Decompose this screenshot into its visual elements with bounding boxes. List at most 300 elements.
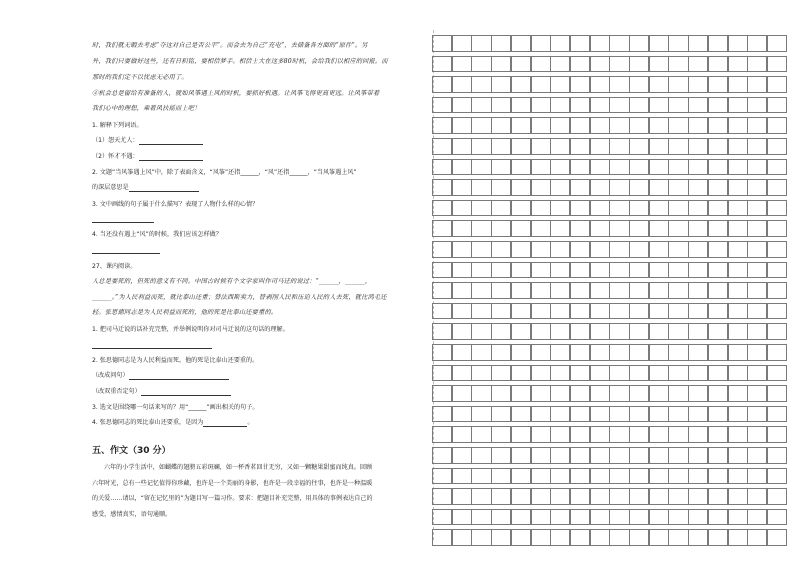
grid-cell[interactable] <box>767 138 787 155</box>
grid-cell[interactable] <box>452 529 472 546</box>
grid-cell[interactable] <box>728 220 748 237</box>
grid-cell[interactable] <box>432 406 452 423</box>
grid-cell[interactable] <box>649 76 669 93</box>
grid-cell[interactable] <box>747 509 767 526</box>
grid-cell[interactable] <box>688 200 708 217</box>
grid-cell[interactable] <box>471 385 491 402</box>
grid-cell[interactable] <box>570 406 590 423</box>
grid-cell[interactable] <box>767 323 787 340</box>
grid-cell[interactable] <box>550 56 570 73</box>
grid-cell[interactable] <box>531 262 551 279</box>
grid-cell[interactable] <box>747 138 767 155</box>
grid-cell[interactable] <box>708 76 728 93</box>
grid-cell[interactable] <box>590 159 610 176</box>
grid-cell[interactable] <box>609 488 629 505</box>
grid-cell[interactable] <box>590 509 610 526</box>
grid-cell[interactable] <box>747 97 767 114</box>
grid-cell[interactable] <box>590 529 610 546</box>
grid-cell[interactable] <box>708 344 728 361</box>
grid-cell[interactable] <box>590 344 610 361</box>
grid-cell[interactable] <box>688 117 708 134</box>
grid-cell[interactable] <box>432 509 452 526</box>
grid-cell[interactable] <box>511 241 531 258</box>
grid-cell[interactable] <box>708 406 728 423</box>
grid-cell[interactable] <box>432 35 452 52</box>
grid-cell[interactable] <box>668 323 688 340</box>
grid-cell[interactable] <box>728 529 748 546</box>
grid-cell[interactable] <box>471 179 491 196</box>
grid-cell[interactable] <box>511 117 531 134</box>
grid-cell[interactable] <box>471 241 491 258</box>
grid-cell[interactable] <box>452 159 472 176</box>
grid-cell[interactable] <box>491 97 511 114</box>
grid-cell[interactable] <box>767 447 787 464</box>
grid-cell[interactable] <box>629 220 649 237</box>
grid-cell[interactable] <box>432 241 452 258</box>
grid-cell[interactable] <box>452 179 472 196</box>
grid-cell[interactable] <box>609 179 629 196</box>
grid-cell[interactable] <box>688 447 708 464</box>
grid-cell[interactable] <box>531 303 551 320</box>
grid-cell[interactable] <box>471 468 491 485</box>
grid-cell[interactable] <box>649 509 669 526</box>
grid-cell[interactable] <box>432 385 452 402</box>
grid-cell[interactable] <box>609 406 629 423</box>
grid-cell[interactable] <box>708 365 728 382</box>
grid-cell[interactable] <box>452 138 472 155</box>
grid-cell[interactable] <box>452 426 472 443</box>
grid-cell[interactable] <box>471 97 491 114</box>
grid-cell[interactable] <box>531 76 551 93</box>
grid-cell[interactable] <box>708 468 728 485</box>
grid-cell[interactable] <box>649 385 669 402</box>
grid-cell[interactable] <box>728 138 748 155</box>
grid-cell[interactable] <box>570 56 590 73</box>
grid-cell[interactable] <box>550 159 570 176</box>
grid-cell[interactable] <box>767 468 787 485</box>
grid-cell[interactable] <box>531 35 551 52</box>
grid-cell[interactable] <box>570 282 590 299</box>
grid-cell[interactable] <box>728 509 748 526</box>
grid-cell[interactable] <box>747 529 767 546</box>
grid-cell[interactable] <box>728 179 748 196</box>
grid-cell[interactable] <box>491 344 511 361</box>
grid-cell[interactable] <box>767 56 787 73</box>
grid-cell[interactable] <box>629 179 649 196</box>
grid-cell[interactable] <box>511 35 531 52</box>
grid-cell[interactable] <box>491 385 511 402</box>
grid-cell[interactable] <box>609 529 629 546</box>
answer-blank[interactable] <box>139 137 203 145</box>
grid-cell[interactable] <box>708 179 728 196</box>
grid-cell[interactable] <box>511 303 531 320</box>
grid-cell[interactable] <box>668 406 688 423</box>
grid-cell[interactable] <box>747 282 767 299</box>
grid-cell[interactable] <box>668 282 688 299</box>
grid-cell[interactable] <box>491 35 511 52</box>
grid-cell[interactable] <box>747 365 767 382</box>
grid-cell[interactable] <box>609 426 629 443</box>
grid-cell[interactable] <box>629 241 649 258</box>
grid-cell[interactable] <box>609 200 629 217</box>
grid-cell[interactable] <box>491 179 511 196</box>
grid-cell[interactable] <box>511 365 531 382</box>
grid-cell[interactable] <box>747 488 767 505</box>
grid-cell[interactable] <box>471 303 491 320</box>
grid-cell[interactable] <box>708 35 728 52</box>
grid-cell[interactable] <box>668 488 688 505</box>
grid-cell[interactable] <box>728 365 748 382</box>
grid-cell[interactable] <box>688 56 708 73</box>
grid-cell[interactable] <box>708 241 728 258</box>
grid-cell[interactable] <box>609 241 629 258</box>
grid-cell[interactable] <box>590 138 610 155</box>
grid-cell[interactable] <box>491 241 511 258</box>
grid-cell[interactable] <box>668 385 688 402</box>
grid-cell[interactable] <box>432 200 452 217</box>
grid-cell[interactable] <box>609 117 629 134</box>
grid-cell[interactable] <box>491 447 511 464</box>
grid-cell[interactable] <box>629 468 649 485</box>
grid-cell[interactable] <box>452 488 472 505</box>
grid-cell[interactable] <box>668 76 688 93</box>
grid-cell[interactable] <box>550 303 570 320</box>
grid-cell[interactable] <box>668 426 688 443</box>
grid-cell[interactable] <box>590 56 610 73</box>
grid-cell[interactable] <box>668 468 688 485</box>
grid-cell[interactable] <box>609 323 629 340</box>
grid-cell[interactable] <box>629 447 649 464</box>
grid-cell[interactable] <box>570 323 590 340</box>
grid-cell[interactable] <box>570 529 590 546</box>
grid-cell[interactable] <box>432 447 452 464</box>
grid-cell[interactable] <box>491 468 511 485</box>
grid-cell[interactable] <box>432 179 452 196</box>
grid-cell[interactable] <box>708 447 728 464</box>
grid-cell[interactable] <box>668 303 688 320</box>
grid-cell[interactable] <box>688 241 708 258</box>
grid-cell[interactable] <box>531 220 551 237</box>
grid-cell[interactable] <box>432 138 452 155</box>
grid-cell[interactable] <box>590 303 610 320</box>
grid-cell[interactable] <box>688 262 708 279</box>
grid-cell[interactable] <box>550 262 570 279</box>
grid-cell[interactable] <box>609 76 629 93</box>
grid-cell[interactable] <box>570 179 590 196</box>
grid-cell[interactable] <box>531 97 551 114</box>
grid-cell[interactable] <box>708 262 728 279</box>
grid-cell[interactable] <box>511 344 531 361</box>
grid-cell[interactable] <box>570 303 590 320</box>
grid-cell[interactable] <box>432 282 452 299</box>
grid-cell[interactable] <box>688 97 708 114</box>
grid-cell[interactable] <box>668 447 688 464</box>
grid-cell[interactable] <box>511 509 531 526</box>
grid-cell[interactable] <box>629 365 649 382</box>
grid-cell[interactable] <box>728 159 748 176</box>
grid-cell[interactable] <box>471 426 491 443</box>
grid-cell[interactable] <box>688 468 708 485</box>
grid-cell[interactable] <box>747 76 767 93</box>
grid-cell[interactable] <box>471 447 491 464</box>
grid-cell[interactable] <box>629 76 649 93</box>
grid-cell[interactable] <box>629 35 649 52</box>
grid-cell[interactable] <box>432 97 452 114</box>
grid-cell[interactable] <box>590 282 610 299</box>
grid-cell[interactable] <box>550 323 570 340</box>
grid-cell[interactable] <box>491 529 511 546</box>
grid-cell[interactable] <box>590 323 610 340</box>
grid-cell[interactable] <box>649 406 669 423</box>
grid-cell[interactable] <box>550 97 570 114</box>
grid-cell[interactable] <box>531 529 551 546</box>
grid-cell[interactable] <box>452 76 472 93</box>
grid-cell[interactable] <box>629 406 649 423</box>
grid-cell[interactable] <box>609 138 629 155</box>
answer-line[interactable] <box>92 214 154 223</box>
grid-cell[interactable] <box>629 488 649 505</box>
grid-cell[interactable] <box>609 220 629 237</box>
grid-cell[interactable] <box>688 220 708 237</box>
grid-cell[interactable] <box>452 220 472 237</box>
grid-cell[interactable] <box>550 220 570 237</box>
grid-cell[interactable] <box>728 385 748 402</box>
grid-cell[interactable] <box>609 509 629 526</box>
grid-cell[interactable] <box>747 262 767 279</box>
grid-cell[interactable] <box>511 138 531 155</box>
grid-cell[interactable] <box>668 220 688 237</box>
grid-cell[interactable] <box>728 282 748 299</box>
grid-cell[interactable] <box>668 241 688 258</box>
grid-cell[interactable] <box>511 406 531 423</box>
grid-cell[interactable] <box>550 468 570 485</box>
grid-cell[interactable] <box>570 117 590 134</box>
grid-cell[interactable] <box>491 138 511 155</box>
answer-blank[interactable] <box>129 372 229 380</box>
grid-cell[interactable] <box>668 509 688 526</box>
grid-cell[interactable] <box>570 365 590 382</box>
grid-cell[interactable] <box>649 282 669 299</box>
grid-cell[interactable] <box>511 529 531 546</box>
grid-cell[interactable] <box>471 159 491 176</box>
grid-cell[interactable] <box>452 35 472 52</box>
grid-cell[interactable] <box>688 529 708 546</box>
grid-cell[interactable] <box>668 117 688 134</box>
grid-cell[interactable] <box>747 385 767 402</box>
grid-cell[interactable] <box>570 159 590 176</box>
grid-cell[interactable] <box>590 406 610 423</box>
grid-cell[interactable] <box>550 35 570 52</box>
grid-cell[interactable] <box>590 488 610 505</box>
grid-cell[interactable] <box>688 303 708 320</box>
grid-cell[interactable] <box>590 447 610 464</box>
grid-cell[interactable] <box>649 529 669 546</box>
grid-cell[interactable] <box>452 56 472 73</box>
grid-cell[interactable] <box>609 385 629 402</box>
grid-cell[interactable] <box>590 241 610 258</box>
grid-cell[interactable] <box>432 76 452 93</box>
grid-cell[interactable] <box>609 262 629 279</box>
grid-cell[interactable] <box>767 509 787 526</box>
grid-cell[interactable] <box>570 97 590 114</box>
grid-cell[interactable] <box>747 200 767 217</box>
grid-cell[interactable] <box>668 35 688 52</box>
grid-cell[interactable] <box>708 56 728 73</box>
grid-cell[interactable] <box>728 468 748 485</box>
grid-cell[interactable] <box>668 159 688 176</box>
grid-cell[interactable] <box>629 303 649 320</box>
grid-cell[interactable] <box>590 220 610 237</box>
grid-cell[interactable] <box>570 220 590 237</box>
answer-blank[interactable] <box>129 184 199 192</box>
grid-cell[interactable] <box>471 344 491 361</box>
grid-cell[interactable] <box>471 220 491 237</box>
grid-cell[interactable] <box>531 241 551 258</box>
grid-cell[interactable] <box>550 529 570 546</box>
grid-cell[interactable] <box>511 56 531 73</box>
grid-cell[interactable] <box>668 97 688 114</box>
grid-cell[interactable] <box>452 447 472 464</box>
grid-cell[interactable] <box>747 323 767 340</box>
grid-cell[interactable] <box>452 509 472 526</box>
grid-cell[interactable] <box>531 282 551 299</box>
grid-cell[interactable] <box>550 200 570 217</box>
grid-cell[interactable] <box>570 509 590 526</box>
grid-cell[interactable] <box>570 35 590 52</box>
grid-cell[interactable] <box>550 138 570 155</box>
grid-cell[interactable] <box>649 488 669 505</box>
grid-cell[interactable] <box>668 138 688 155</box>
grid-cell[interactable] <box>649 179 669 196</box>
grid-cell[interactable] <box>511 220 531 237</box>
grid-cell[interactable] <box>452 323 472 340</box>
grid-cell[interactable] <box>590 97 610 114</box>
answer-line[interactable] <box>92 340 212 349</box>
grid-cell[interactable] <box>491 488 511 505</box>
grid-cell[interactable] <box>452 241 472 258</box>
grid-cell[interactable] <box>767 406 787 423</box>
grid-cell[interactable] <box>649 262 669 279</box>
grid-cell[interactable] <box>649 323 669 340</box>
grid-cell[interactable] <box>432 303 452 320</box>
grid-cell[interactable] <box>668 344 688 361</box>
grid-cell[interactable] <box>728 241 748 258</box>
grid-cell[interactable] <box>570 241 590 258</box>
grid-cell[interactable] <box>471 406 491 423</box>
grid-cell[interactable] <box>590 262 610 279</box>
grid-cell[interactable] <box>728 447 748 464</box>
grid-cell[interactable] <box>550 344 570 361</box>
grid-cell[interactable] <box>708 200 728 217</box>
grid-cell[interactable] <box>668 529 688 546</box>
grid-cell[interactable] <box>452 468 472 485</box>
grid-cell[interactable] <box>609 159 629 176</box>
grid-cell[interactable] <box>570 200 590 217</box>
grid-cell[interactable] <box>570 138 590 155</box>
grid-cell[interactable] <box>747 220 767 237</box>
grid-cell[interactable] <box>649 56 669 73</box>
grid-cell[interactable] <box>649 97 669 114</box>
grid-cell[interactable] <box>629 262 649 279</box>
grid-cell[interactable] <box>688 426 708 443</box>
grid-cell[interactable] <box>452 406 472 423</box>
grid-cell[interactable] <box>491 56 511 73</box>
grid-cell[interactable] <box>590 117 610 134</box>
grid-cell[interactable] <box>471 365 491 382</box>
grid-cell[interactable] <box>649 365 669 382</box>
grid-cell[interactable] <box>511 282 531 299</box>
grid-cell[interactable] <box>767 35 787 52</box>
grid-cell[interactable] <box>688 509 708 526</box>
grid-cell[interactable] <box>432 56 452 73</box>
grid-cell[interactable] <box>688 138 708 155</box>
grid-cell[interactable] <box>747 117 767 134</box>
grid-cell[interactable] <box>708 220 728 237</box>
grid-cell[interactable] <box>550 117 570 134</box>
grid-cell[interactable] <box>432 365 452 382</box>
grid-cell[interactable] <box>747 56 767 73</box>
grid-cell[interactable] <box>452 117 472 134</box>
grid-cell[interactable] <box>767 200 787 217</box>
grid-cell[interactable] <box>511 323 531 340</box>
grid-cell[interactable] <box>550 447 570 464</box>
grid-cell[interactable] <box>629 200 649 217</box>
grid-cell[interactable] <box>432 220 452 237</box>
grid-cell[interactable] <box>649 35 669 52</box>
grid-cell[interactable] <box>708 282 728 299</box>
grid-cell[interactable] <box>728 117 748 134</box>
grid-cell[interactable] <box>491 406 511 423</box>
grid-cell[interactable] <box>629 509 649 526</box>
grid-cell[interactable] <box>511 262 531 279</box>
grid-cell[interactable] <box>550 385 570 402</box>
grid-cell[interactable] <box>491 159 511 176</box>
grid-cell[interactable] <box>747 303 767 320</box>
grid-cell[interactable] <box>471 262 491 279</box>
grid-cell[interactable] <box>550 76 570 93</box>
grid-cell[interactable] <box>471 509 491 526</box>
grid-cell[interactable] <box>629 138 649 155</box>
grid-cell[interactable] <box>747 241 767 258</box>
grid-cell[interactable] <box>531 56 551 73</box>
answer-blank[interactable] <box>203 419 247 427</box>
grid-cell[interactable] <box>609 365 629 382</box>
grid-cell[interactable] <box>649 159 669 176</box>
grid-cell[interactable] <box>728 76 748 93</box>
grid-cell[interactable] <box>452 303 472 320</box>
grid-cell[interactable] <box>550 426 570 443</box>
grid-cell[interactable] <box>531 365 551 382</box>
grid-cell[interactable] <box>688 282 708 299</box>
grid-cell[interactable] <box>688 323 708 340</box>
grid-cell[interactable] <box>511 447 531 464</box>
grid-cell[interactable] <box>550 241 570 258</box>
grid-cell[interactable] <box>432 159 452 176</box>
grid-cell[interactable] <box>649 344 669 361</box>
grid-cell[interactable] <box>728 303 748 320</box>
grid-cell[interactable] <box>471 323 491 340</box>
grid-cell[interactable] <box>668 200 688 217</box>
grid-cell[interactable] <box>688 385 708 402</box>
grid-cell[interactable] <box>649 468 669 485</box>
grid-cell[interactable] <box>747 179 767 196</box>
grid-cell[interactable] <box>728 406 748 423</box>
grid-cell[interactable] <box>688 488 708 505</box>
grid-cell[interactable] <box>767 241 787 258</box>
grid-cell[interactable] <box>491 323 511 340</box>
grid-cell[interactable] <box>728 488 748 505</box>
grid-cell[interactable] <box>688 344 708 361</box>
